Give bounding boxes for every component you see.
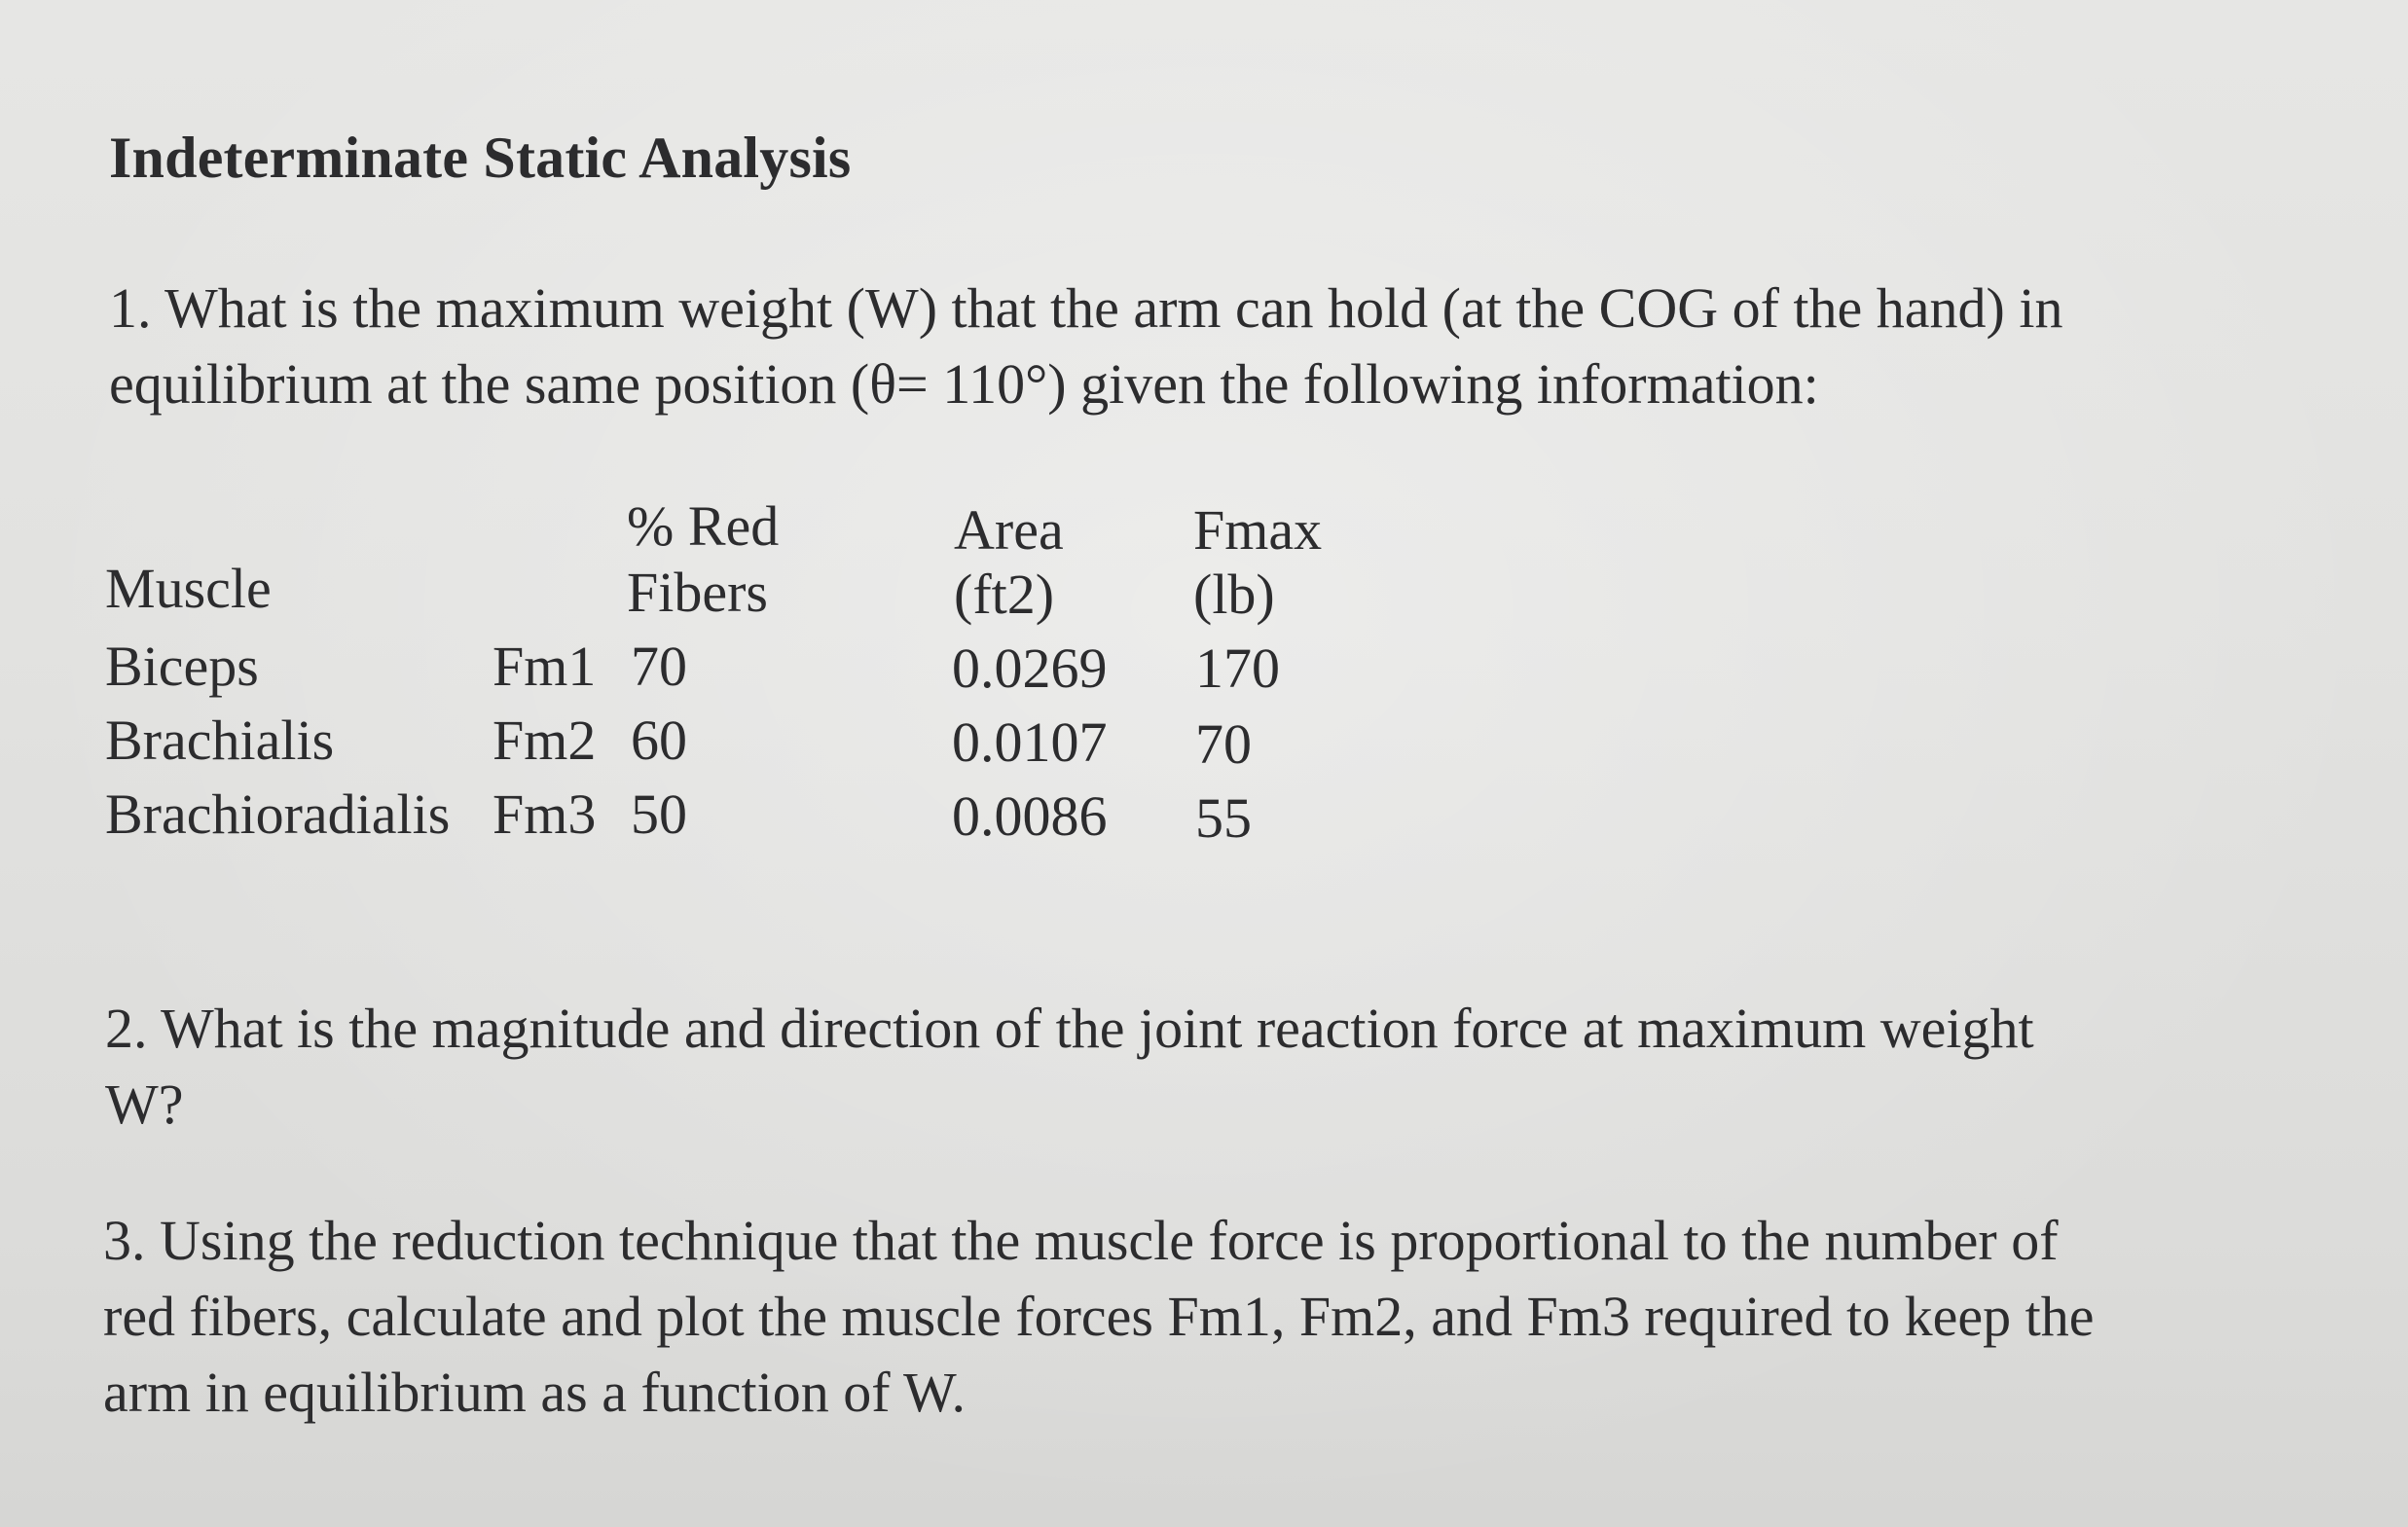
row-1-red-fibers: 70: [631, 635, 687, 698]
header-red-fibers-line-1: % Red: [627, 494, 780, 558]
row-2-fmax: 70: [1195, 712, 1252, 776]
header-fmax-line-1: Fmax: [1193, 498, 1323, 562]
header-area-line-2: (ft2): [954, 563, 1055, 626]
page-title: Indeterminate Static Analysis: [109, 126, 852, 190]
question-2: [105, 991, 2034, 1143]
question-2-line-2: W?: [105, 1073, 184, 1136]
row-1-muscle: Biceps: [105, 635, 259, 698]
question-3-line-2: red fibers, calculate and plot the muscle forces Fm1, Fm2, and Fm3 required to keep the: [103, 1285, 2095, 1348]
question-1-line-2: equilibrium at the same position (θ= 110°) given the following information:: [109, 352, 1819, 416]
header-area-line-1: Area: [954, 498, 1064, 562]
row-2-red-fibers: 60: [631, 709, 687, 772]
header-red-fibers-line-2: Fibers: [627, 561, 768, 624]
row-1-force: Fm1: [493, 635, 597, 698]
question-2-line-1: 2. What is the magnitude and direction of the joint reaction force at maximum weight: [105, 997, 2034, 1060]
row-1-area: 0.0269: [952, 636, 1108, 700]
row-2-force: Fm2: [493, 709, 597, 772]
question-3-line-3: arm in equilibrium as a function of W.: [103, 1361, 966, 1424]
row-3-force: Fm3: [493, 782, 597, 846]
row-1-fmax: 170: [1195, 636, 1280, 700]
question-3: [103, 1203, 2095, 1431]
header-muscle: Muscle: [105, 557, 272, 620]
row-3-red-fibers: 50: [631, 782, 687, 846]
row-3-muscle: Brachioradialis: [105, 782, 451, 846]
row-3-fmax: 55: [1195, 786, 1252, 850]
question-1-line-1: 1. What is the maximum weight (W) that the arm can hold (at the COG of the hand) in: [109, 276, 2063, 340]
row-3-area: 0.0086: [952, 784, 1108, 848]
row-2-muscle: Brachialis: [105, 709, 335, 772]
question-1: [109, 271, 2062, 422]
header-fmax-line-2: (lb): [1193, 563, 1275, 626]
row-2-area: 0.0107: [952, 710, 1108, 774]
question-3-line-1: 3. Using the reduction technique that the muscle force is proportional to the number of: [103, 1209, 2059, 1272]
